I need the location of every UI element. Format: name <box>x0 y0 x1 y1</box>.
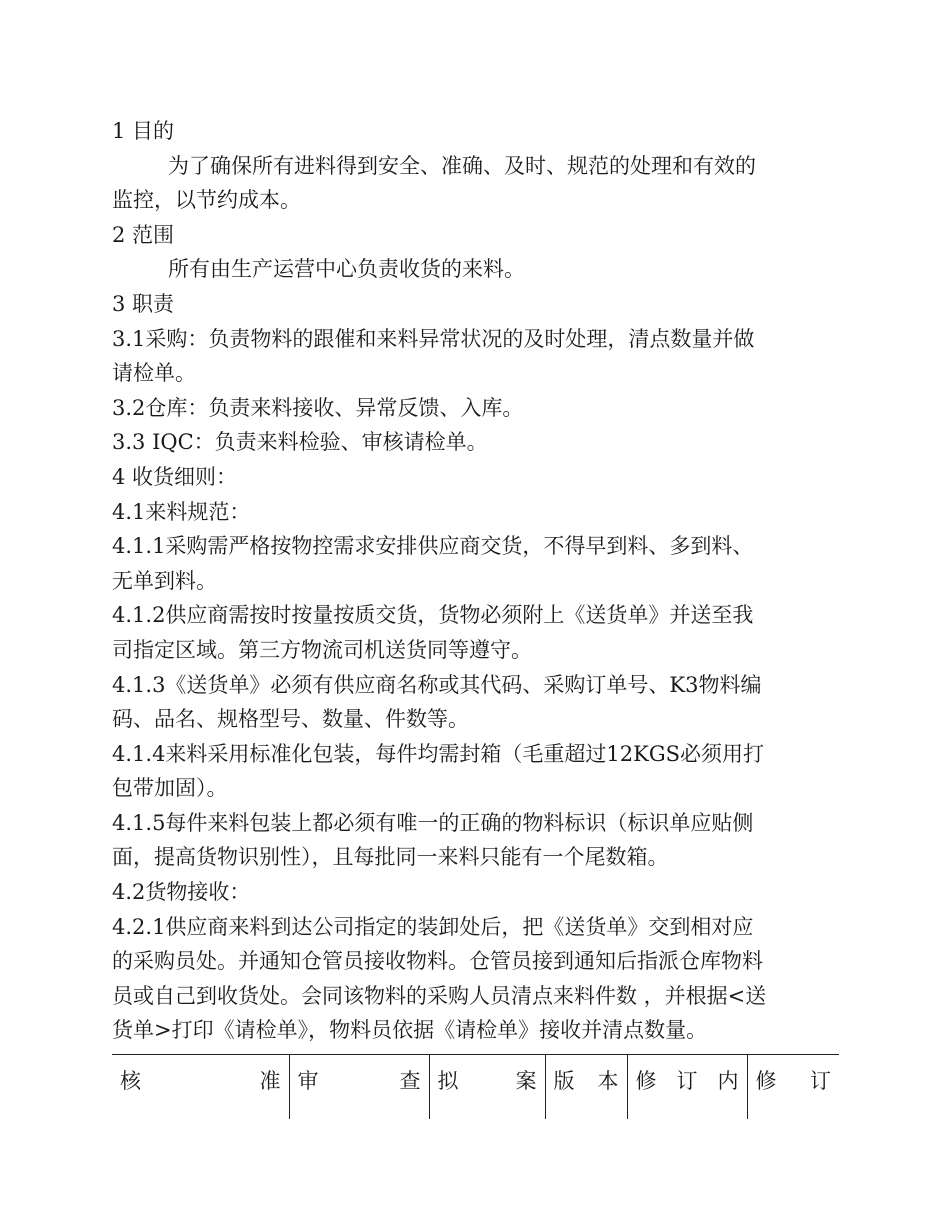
paragraph-line: 4.1.2供应商需按时按量按质交货，货物必须附上《送货单》并送至我 <box>112 603 754 628</box>
approval-cell-revision-content <box>627 1055 747 1120</box>
paragraph-line: 包带加固）。 <box>112 776 228 801</box>
paragraph-line: 无单到料。 <box>112 568 217 593</box>
paragraph-line: 码、品名、规格型号、数量、件数等。 <box>112 707 469 732</box>
approval-label-revision-content: 修订内 <box>635 1069 739 1093</box>
paragraph-line: 司指定区域。第三方物流司机送货同等遵守。 <box>112 637 532 662</box>
paragraph-line: 监控，以节约成本。 <box>112 188 301 213</box>
approval-label-approve: 核准 <box>120 1069 281 1093</box>
paragraph-line: 员或自己到收货处。会同该物料的采购人员清点来料件数 ，并根据<送 <box>112 983 767 1008</box>
approval-table <box>112 1054 839 1119</box>
paragraph-line: 4.1来料规范： <box>112 499 251 524</box>
paragraph-line: 4.2货物接收： <box>112 880 251 905</box>
paragraph-line: 3.3 IQC：负责来料检验、审核请检单。 <box>112 430 488 455</box>
heading-purpose: 1 目的 <box>112 119 175 143</box>
paragraph-line: 4.1.3《送货单》必须有供应商名称或其代码、采购订单号、K3物料编 <box>112 672 762 697</box>
heading-scope: 2 范围 <box>112 222 175 247</box>
approval-label-review: 审查 <box>297 1069 421 1093</box>
paragraph-line: 3.1采购：负责物料的跟催和来料异常状况的及时处理，清点数量并做 <box>112 326 755 351</box>
approval-cell-review <box>289 1055 429 1120</box>
approval-cell-version <box>545 1055 627 1120</box>
approval-cell-approve <box>112 1055 289 1120</box>
approval-label-revision: 修订 <box>755 1069 831 1093</box>
paragraph-line: 4.1.4来料采用标准化包装，每件均需封箱（毛重超过12KGS必须用打 <box>112 741 765 766</box>
approval-cell-revision <box>747 1055 839 1120</box>
paragraph-line: 面，提高货物识别性），且每批同一来料只能有一个尾数箱。 <box>112 845 669 870</box>
paragraph-line: 4.2.1供应商来料到达公司指定的装卸处后，把《送货单》交到相对应 <box>112 914 754 939</box>
approval-cell-draft <box>429 1055 545 1120</box>
paragraph-line: 请检单。 <box>112 361 196 386</box>
approval-label-draft: 拟案 <box>437 1069 537 1093</box>
document-body <box>112 114 840 1048</box>
heading-receiving-rules: 4 收货细则： <box>112 464 238 489</box>
heading-responsibility: 3 职责 <box>112 291 175 316</box>
paragraph-line: 为了确保所有进料得到安全、准确、及时、规范的处理和有效的 <box>168 153 756 178</box>
paragraph-line: 所有由生产运营中心负责收货的来料。 <box>168 257 525 282</box>
approval-label-version: 版本 <box>553 1069 619 1093</box>
approval-table-row <box>112 1055 839 1120</box>
paragraph-line: 4.1.5每件来料包装上都必须有唯一的正确的物料标识（标识单应贴侧 <box>112 810 754 835</box>
paragraph-line: 货单>打印《请检单》，物料员依据《请检单》接收并清点数量。 <box>112 1018 708 1043</box>
paragraph-line: 的采购员处。并通知仓管员接收物料。仓管员接到通知后指派仓库物料 <box>112 949 763 974</box>
paragraph-line: 4.1.1采购需严格按物控需求安排供应商交货，不得早到料、多到料、 <box>112 534 754 559</box>
paragraph-line: 3.2仓库：负责来料接收、异常反馈、入库。 <box>112 395 524 420</box>
